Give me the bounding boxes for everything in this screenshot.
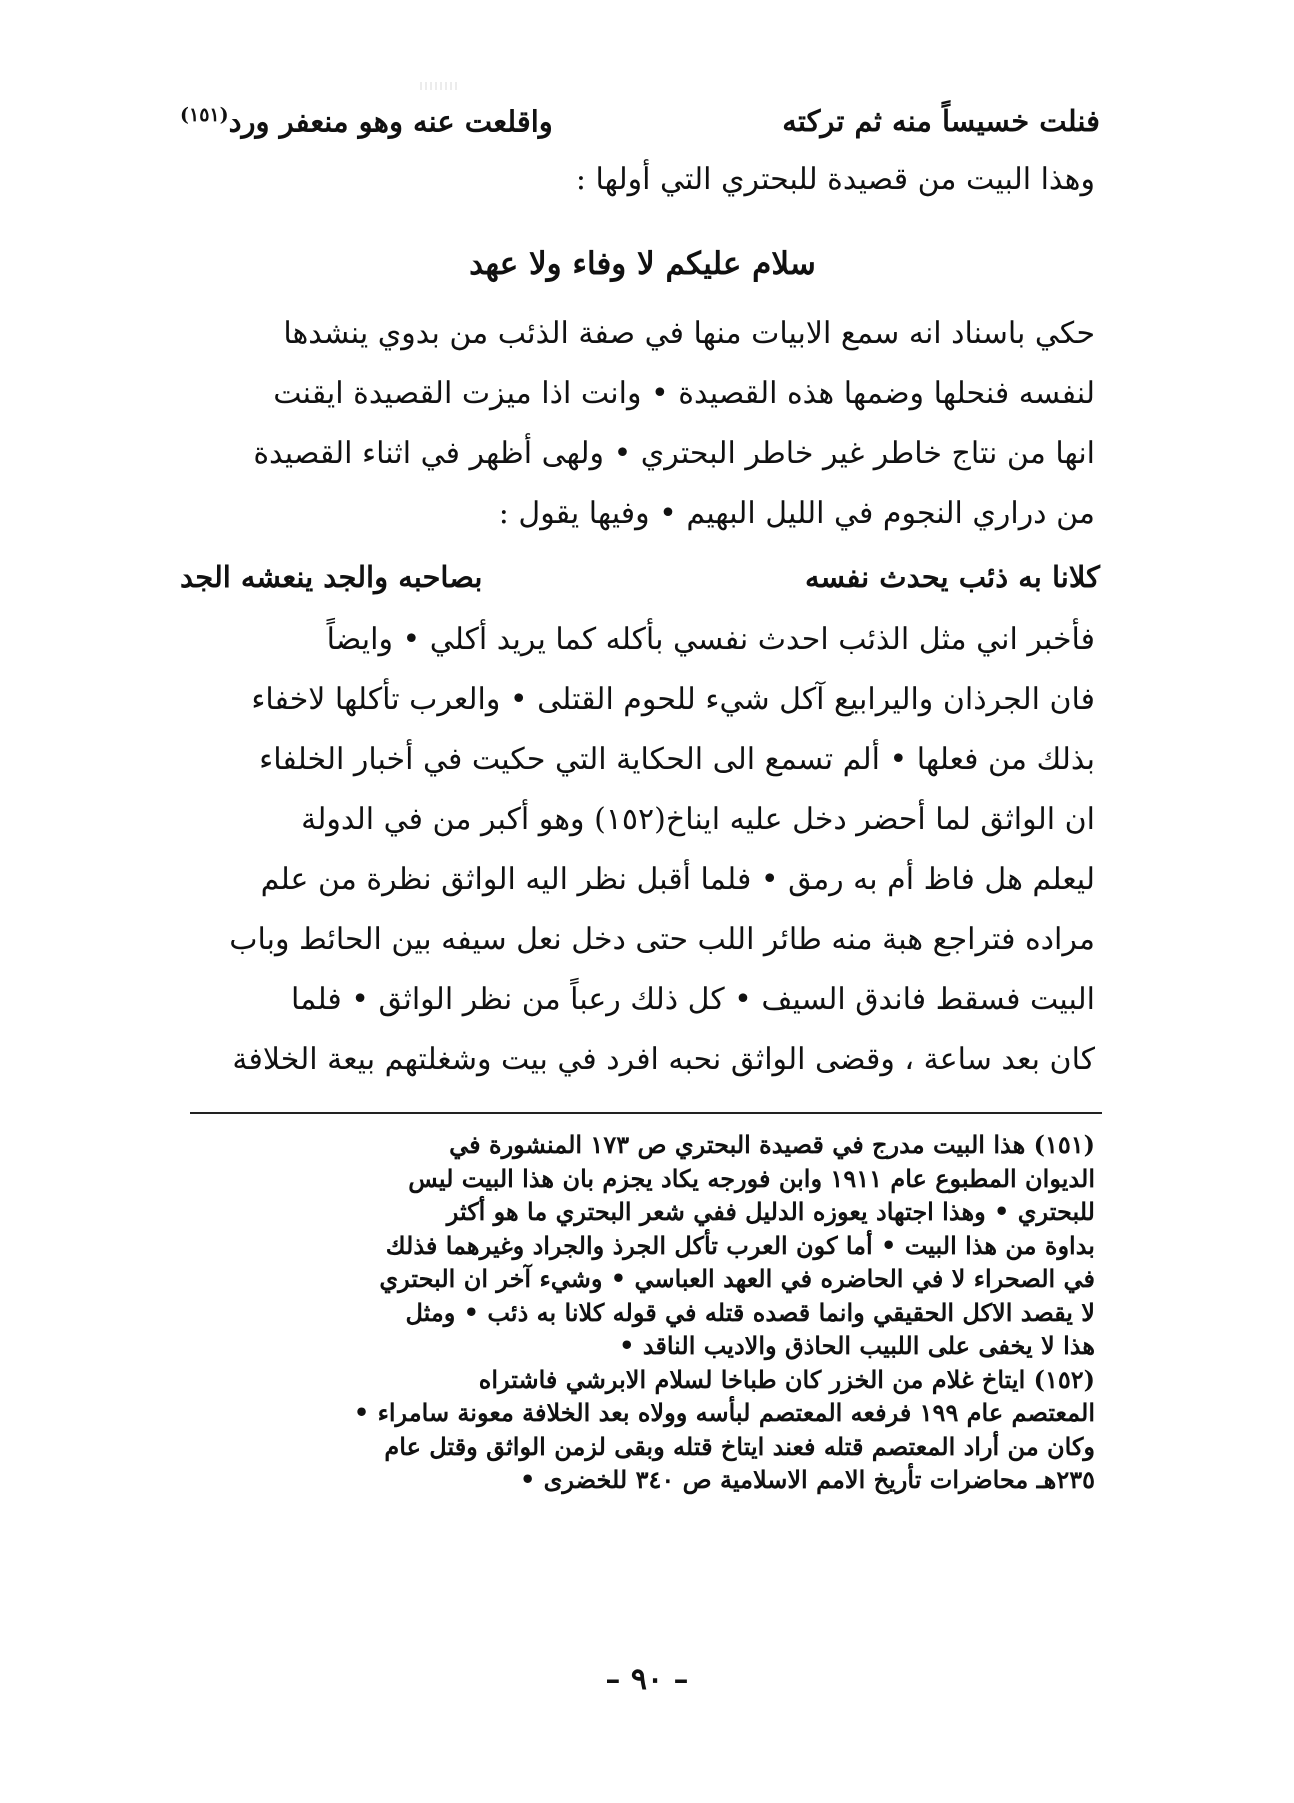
paragraph-1 (190, 304, 1095, 544)
verse-left-hemistich: بصاحبه والجد ينعشه الجد (180, 560, 483, 594)
opening-verse (180, 104, 1100, 148)
footnote-line: الديوان المطبوع عام ١٩١١ وابن فورجه يكاد يجزم بان هذا البيت ليس (408, 1163, 1095, 1193)
footnote-line: المعتصم عام ١٩٩ فرفعه المعتصم لبأسه وولاه بعد الخلافة معونة سامراء • (353, 1398, 1095, 1427)
footnote-151 (190, 1128, 1095, 1363)
paragraph-2-line: البيت فسقط فاندق السيف • كل ذلك رعباً من نظر الواثق • فلما (290, 982, 1095, 1017)
paragraph-2-line: ليعلم هل فاظ أم به رمق • فلما أقبل نظر اليه الواثق نظرة من علم (260, 862, 1095, 897)
footnote-152 (190, 1363, 1095, 1497)
paragraph-1-line: انها من نتاج خاطر غير خاطر البحتري • ولهى أظهر في اثناء القصيدة (253, 436, 1095, 471)
verse-left-hemistich-group (180, 104, 553, 139)
footnote-line: في الصحراء لا في الحاضره في العهد العباسي • وشيء آخر ان البحتري (379, 1264, 1095, 1293)
paragraph-2 (190, 610, 1095, 1090)
verse-left-hemistich: واقلعت عنه وهو منعفر ورد (228, 104, 553, 139)
footnote-line: ٢٣٥هـ محاضرات تأريخ الامم الاسلامية ص ٣٤٠ للخضرى • (519, 1465, 1095, 1494)
footnote-ref-151: (١٥١) (180, 104, 229, 126)
poem-opening: سلام عليكم لا وفاء ولا عهد (469, 246, 816, 282)
footnote-line: هذا لا يخفى على اللبيب الحاذق والاديب الناقد • (619, 1331, 1095, 1360)
footnote-line: بداوة من هذا البيت • أما كون العرب تأكل الجرذ والجراد وغيرهما فذلك (385, 1230, 1095, 1260)
footnote-line: (١٥٢) ايتاخ غلام من الخزر كان طباخا لسلام الابرشي فاشتراه (478, 1364, 1095, 1394)
scan-artifact (420, 82, 460, 90)
footnote-line: (١٥١) هذا البيت مدرج في قصيدة البحتري ص ١٧٣ المنشورة في (449, 1130, 1095, 1159)
paragraph-2-line: كان بعد ساعة ، وقضى الواثق نحبه افرد في بيت وشغلتهم بيعة الخلافة (232, 1042, 1095, 1077)
footnote-line: لا يقصد الاكل الحقيقي وانما قصده قتله في قوله كلانا به ذئب • ومثل (405, 1297, 1095, 1327)
paragraph-2-line: مراده فتراجع هبة منه طائر اللب حتى دخل نعل سيفه بين الحائط وباب (229, 922, 1095, 957)
verse-right-hemistich: فنلت خسيساً منه ثم تركته (782, 104, 1100, 138)
paragraph-2-line: ان الواثق لما أحضر دخل عليه ايناخ(١٥٢) وهو أكبر من في الدولة (301, 802, 1095, 837)
paragraph-1-line: لنفسه فنحلها وضمها هذه القصيدة • وانت اذا ميزت القصيدة ايقنت (273, 376, 1095, 411)
footnote-separator (190, 1112, 1102, 1114)
footnote-line: للبحتري • وهذا اجتهاد يعوزه الدليل ففي شعر البحتري ما هو أكثر (446, 1197, 1095, 1226)
paragraph-2-line: بذلك من فعلها • ألم تسمع الى الحكاية التي حكيت في أخبار الخلفاء (259, 742, 1095, 777)
paragraph-1-line: حكي باسناد انه سمع الابيات منها في صفة الذئب من بدوي ينشدها (283, 316, 1095, 351)
paragraph-2-line: فأخبر اني مثل الذئب احدث نفسي بأكله كما يريد أكلي • وايضاً (326, 622, 1095, 657)
footnotes (190, 1128, 1095, 1497)
intro-line: وهذا البيت من قصيدة للبحتري التي أولها : (575, 162, 1095, 197)
footnote-line: وكان من أراد المعتصم قتله فعند ايتاخ قتله وبقى لزمن الواثق وقتل عام (384, 1431, 1095, 1461)
second-verse (180, 560, 1100, 604)
paragraph-2-line: فان الجرذان واليرابيع آكل شيء للحوم القتلى • والعرب تأكلها لاخفاء (251, 682, 1095, 717)
intro-paragraph (190, 150, 1095, 210)
page-number: – ٩٠ – (605, 1662, 689, 1697)
paragraph-1-line: من دراري النجوم في الليل البهيم • وفيها يقول : (498, 496, 1095, 531)
verse-right-hemistich: كلانا به ذئب يحدث نفسه (805, 560, 1100, 594)
